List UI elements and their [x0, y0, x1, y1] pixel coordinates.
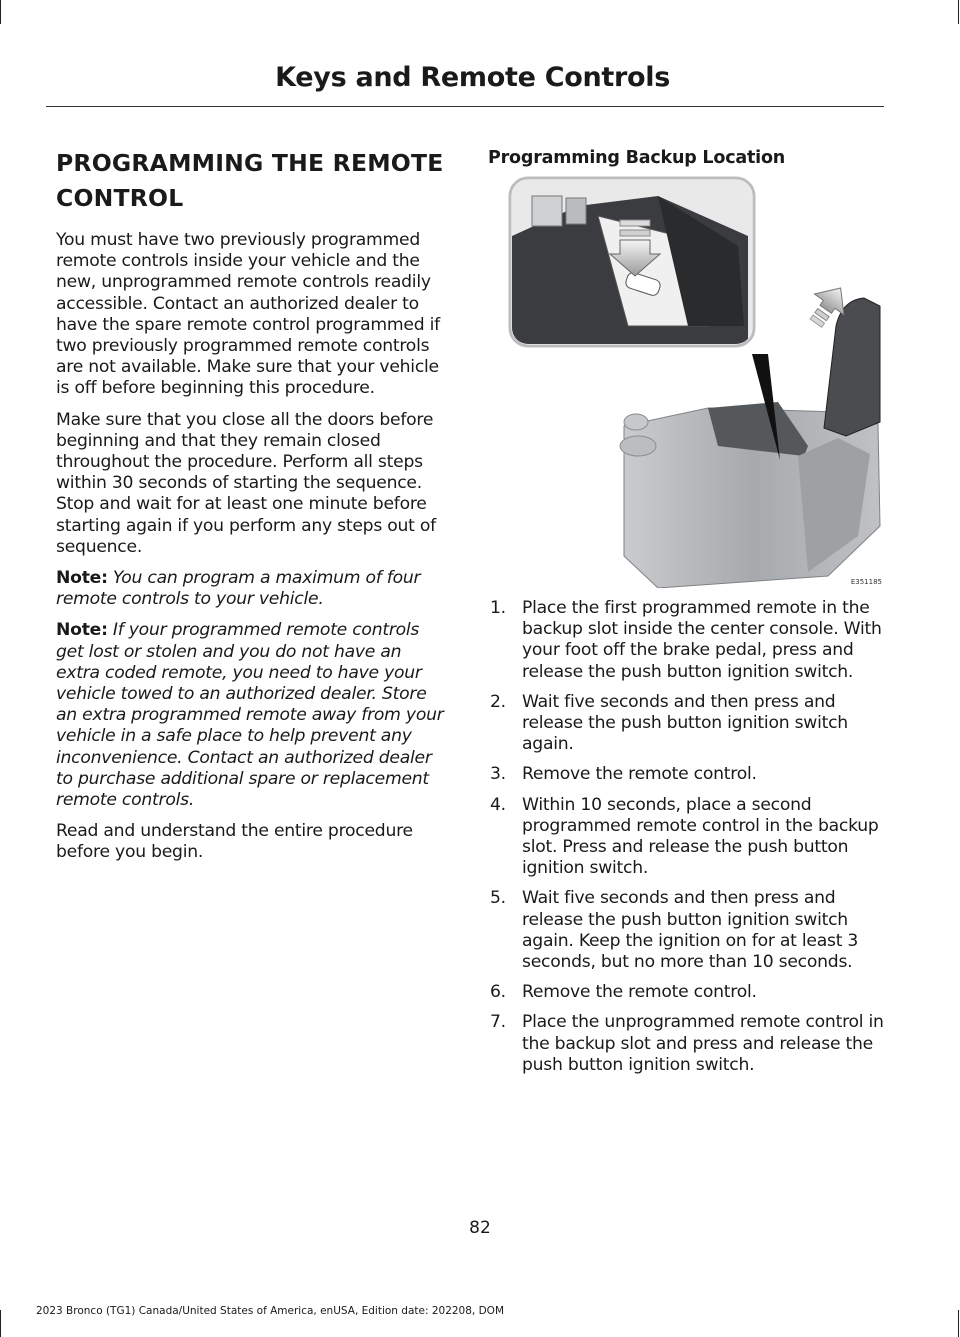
crop-mark: [0, 0, 1, 24]
crop-mark: [958, 1310, 959, 1337]
list-item: [488, 692, 884, 756]
header-divider: [46, 106, 884, 107]
note-label: Note:: [56, 620, 108, 641]
note-label: Note:: [56, 568, 108, 589]
step-number: 5.: [490, 888, 506, 909]
section-heading: PROGRAMMING THE REMOTE CONTROL: [56, 149, 444, 212]
list-item: [488, 888, 884, 973]
step-text: Wait five seconds and then press and release the push button ignition switch again.: [522, 691, 848, 755]
step-number: 3.: [490, 764, 506, 785]
note-text: You can program a maximum of four remote controls to your vehicle.: [56, 568, 421, 610]
figure-code: E351185: [850, 578, 882, 586]
subsection-heading: Programming Backup Location: [488, 148, 786, 168]
center-console-illustration: [508, 176, 886, 588]
left-column: [56, 146, 450, 874]
list-item: [488, 795, 884, 880]
right-column: [488, 146, 888, 1075]
page-number: 82: [469, 1218, 491, 1238]
step-number: 4.: [490, 794, 506, 815]
step-text: Wait five seconds and then press and release the push button ignition switch again. Keep the ignition on for at least 3 seconds, but no more than 10 seconds.: [522, 888, 859, 973]
note: [56, 568, 450, 610]
list-item: [488, 982, 884, 1003]
note-text: If your programmed remote controls get lost or stolen and you do not have an extra coded remote, you need to have your vehicle towed to an authorized dealer. Store an extra programmed remote away from your vehicle in a safe place to help prevent any inconvenience. Contact an authorized dealer to purchase additional spare or replacement remote controls.: [56, 620, 444, 811]
knob-icon: [624, 414, 648, 430]
step-number: 2.: [490, 691, 506, 712]
step-text: Place the unprogrammed remote control in the backup slot and press and release the push button ignition switch.: [522, 1012, 884, 1075]
crop-mark: [958, 0, 959, 24]
footer-edition: 2023 Bronco (TG1) Canada/United States of America, enUSA, Edition date: 202208, DOM: [36, 1305, 505, 1317]
step-text: Within 10 seconds, place a second programmed remote control in the backup slot. Press and release the push button ignition switch.: [522, 794, 879, 879]
step-number: 6.: [490, 982, 506, 1003]
paragraph: You must have two previously programmed remote controls inside your vehicle and the new, unprogrammed remote controls readily accessible. Contact an authorized dealer to have the spare remote control programmed if two previously programmed remote controls are not available. Make sure that your vehicle is off before beginning this procedure.: [56, 230, 440, 399]
step-text: Remove the remote control.: [522, 982, 757, 1003]
step-text: Remove the remote control.: [522, 764, 757, 785]
list-item: [488, 1012, 884, 1076]
note: [56, 620, 450, 811]
armrest-lid: [824, 298, 880, 436]
step-text: Place the first programmed remote in the backup slot inside the center console. With your foot off the brake pedal, press and release the push button ignition switch.: [522, 598, 882, 682]
chapter-title: Keys and Remote Controls: [275, 62, 670, 93]
list-item: [488, 764, 884, 785]
paragraph: Make sure that you close all the doors before beginning and that they remain closed throughout the procedure. Perform all steps within 30 seconds of starting the sequence. Stop and wait for at least one minute before starting again if you perform any steps out of sequence.: [56, 409, 436, 557]
step-number: 1.: [490, 598, 506, 618]
paragraph: Read and understand the entire procedure before you begin.: [56, 821, 413, 863]
console-side-panel: [798, 438, 870, 572]
step-number: 7.: [490, 1012, 506, 1033]
crop-mark: [0, 1310, 1, 1337]
knob-icon: [620, 436, 656, 456]
procedure-steps: [488, 598, 884, 1085]
list-item: [488, 598, 884, 683]
